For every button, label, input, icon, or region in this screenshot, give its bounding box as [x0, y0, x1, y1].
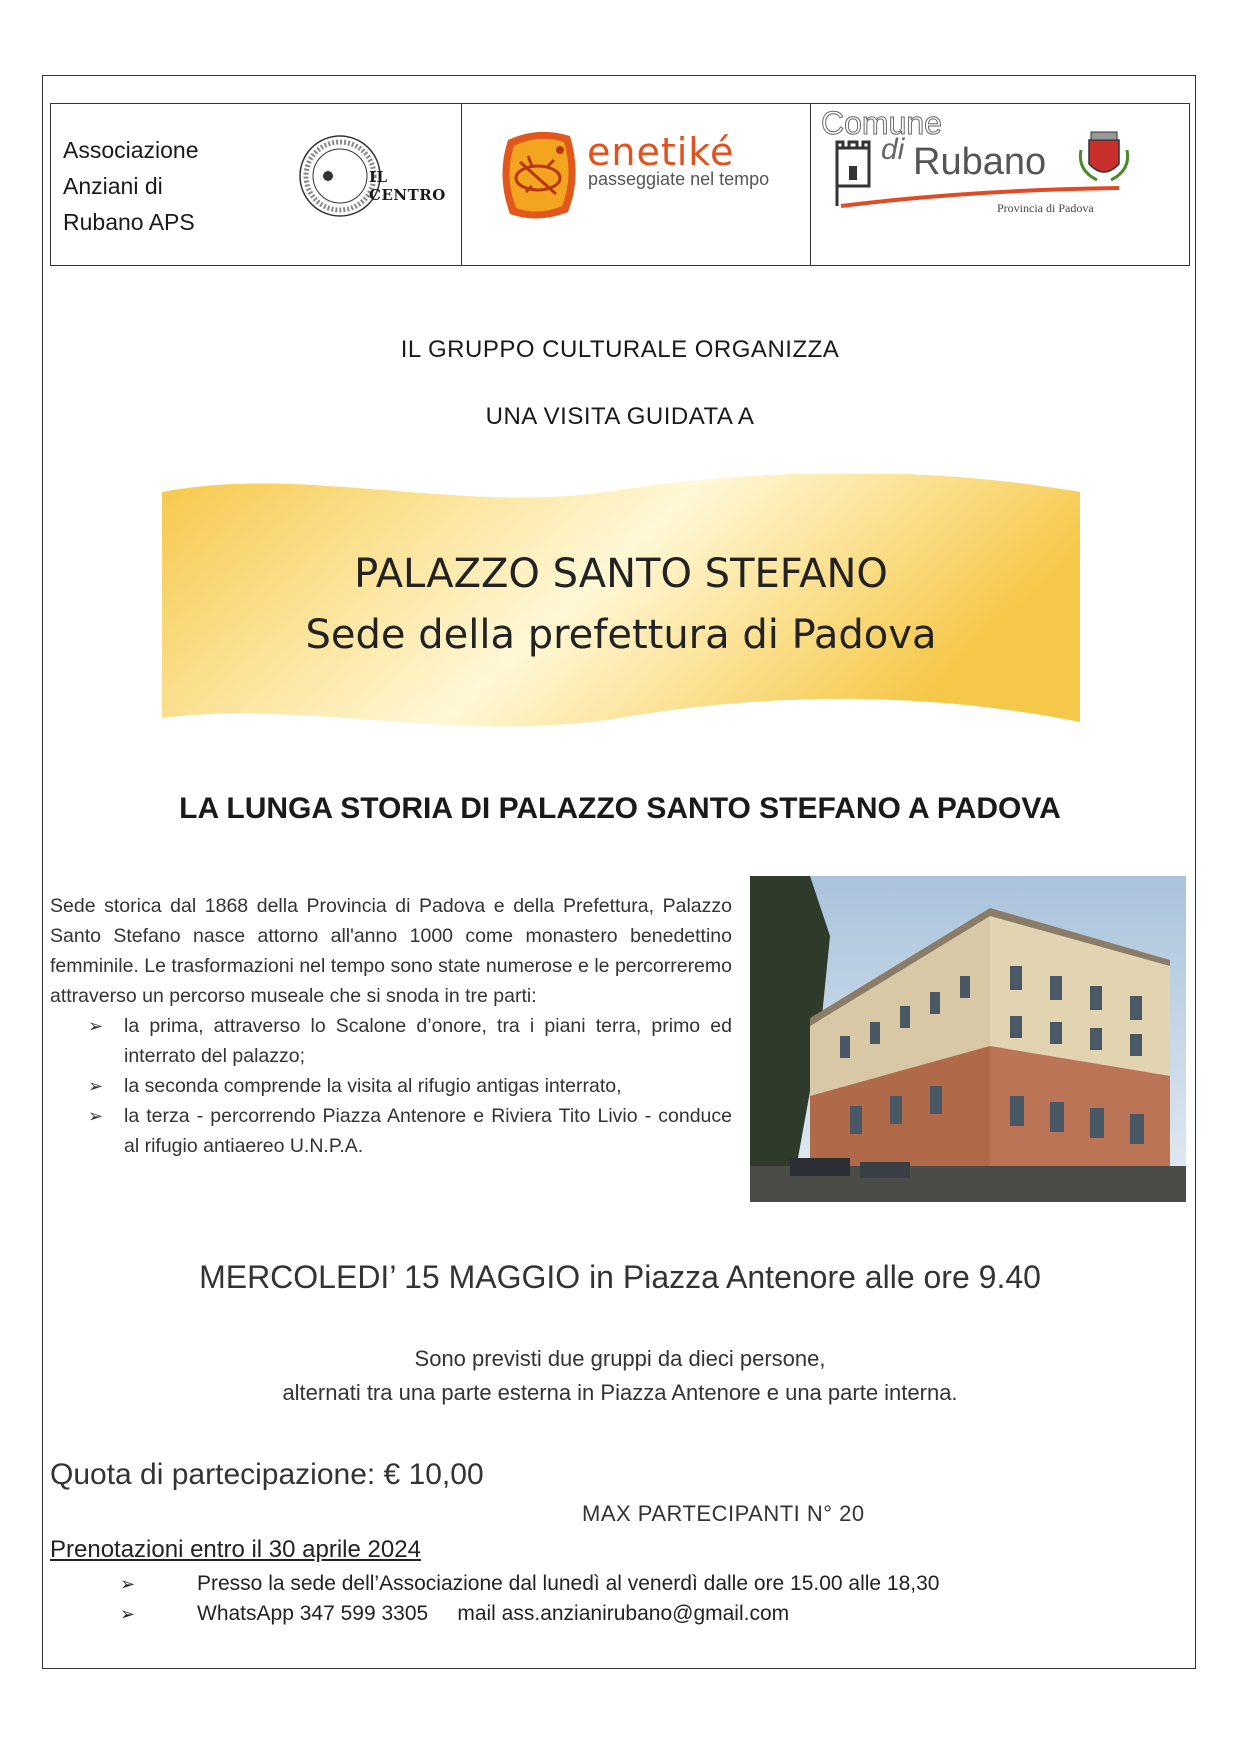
association-name-line: Rubano APS [63, 209, 195, 235]
description [50, 891, 732, 1161]
intro-line-2: UNA VISITA GUIDATA A [485, 403, 755, 430]
comune-line2: di [881, 133, 905, 166]
groups-line-1: Sono previsti due gruppi da dieci persone, [414, 1346, 826, 1371]
coat-of-arms-icon [1080, 132, 1127, 180]
section-title: LA LUNGA STORIA DI PALAZZO SANTO STEFANO A PADOVA [179, 792, 1061, 825]
banner-subtitle: Sede della prefettura di Padova [305, 612, 937, 658]
page-frame [42, 75, 1196, 1669]
event-date: MERCOLEDI’ 15 MAGGIO in Piazza Antenore alle ore 9.40 [199, 1259, 1041, 1295]
list-item: ➢ la seconda comprende la visita al rifugio antigas interrato, [50, 1071, 732, 1101]
header-table [50, 103, 1190, 266]
list-item: ➢ la prima, attraverso lo Scalone d’onore, tra i piani terra, primo ed interrato del palazzo; [50, 1011, 732, 1071]
tower-icon [837, 142, 869, 206]
comune-line1: Comune [821, 105, 942, 141]
enetike-tagline: passeggiate nel tempo [588, 169, 770, 189]
association-name-line: Associazione [63, 137, 199, 163]
max-participants: MAX PARTECIPANTI N° 20 [582, 1501, 865, 1526]
comune-cell [811, 104, 1189, 265]
seal-text: IL CENTRO [369, 168, 446, 204]
palazzo-photo [750, 876, 1186, 1202]
enetike-cell [462, 104, 811, 265]
title-banner [160, 474, 1082, 740]
list-item: ➢ la terza - percorrendo Piazza Antenore e Riviera Tito Livio - conduce al rifugio antiaereo U.N.P.A. [50, 1101, 732, 1161]
intro-line-1: IL GRUPPO CULTURALE ORGANIZZA [400, 336, 840, 363]
participation-fee: Quota di partecipazione: € 10,00 [50, 1458, 484, 1491]
arrow-bullet-icon: ➢ [120, 1604, 136, 1624]
groups-line-2: alternati tra una parte esterna in Piazza Antenore e una parte interna. [282, 1380, 958, 1405]
groups-info [0, 1342, 1240, 1410]
tour-parts-list [50, 1011, 732, 1161]
association-name [63, 132, 199, 240]
arrow-bullet-icon: ➢ [88, 1076, 104, 1096]
enetike-logo-icon [498, 126, 580, 222]
comune-di-rubano-logo [819, 104, 1149, 264]
enetike-name: enetiké [587, 130, 735, 174]
banner-title: PALAZZO SANTO STEFANO [354, 551, 888, 597]
arrow-bullet-icon: ➢ [88, 1016, 104, 1036]
description-paragraph: Sede storica dal 1868 della Provincia di Padova e della Prefettura, Palazzo Santo Stefano nasce attorno all'anno 1000 come monastero benedettino femminile. Le trasformazioni nel tempo sono state numerose e le percorreremo attraverso un percorso museale che si snoda in tre parti: [50, 895, 732, 1007]
booking-item: ➢ Presso la sede dell’Associazione dal lunedì al venerdì dalle ore 15.00 alle 18,30 [120, 1572, 940, 1595]
booking-title: Prenotazioni entro il 30 aprile 2024 [50, 1536, 421, 1563]
booking-item: ➢ WhatsApp 347 599 3305 mail ass.anzianirubano@gmail.com [120, 1602, 790, 1625]
arrow-bullet-icon: ➢ [120, 1574, 136, 1594]
province-label: Provincia di Padova [997, 201, 1094, 215]
association-cell [51, 104, 462, 265]
comune-line3: Rubano [913, 141, 1047, 183]
association-name-line: Anziani di [63, 173, 163, 199]
arrow-bullet-icon: ➢ [88, 1106, 104, 1126]
